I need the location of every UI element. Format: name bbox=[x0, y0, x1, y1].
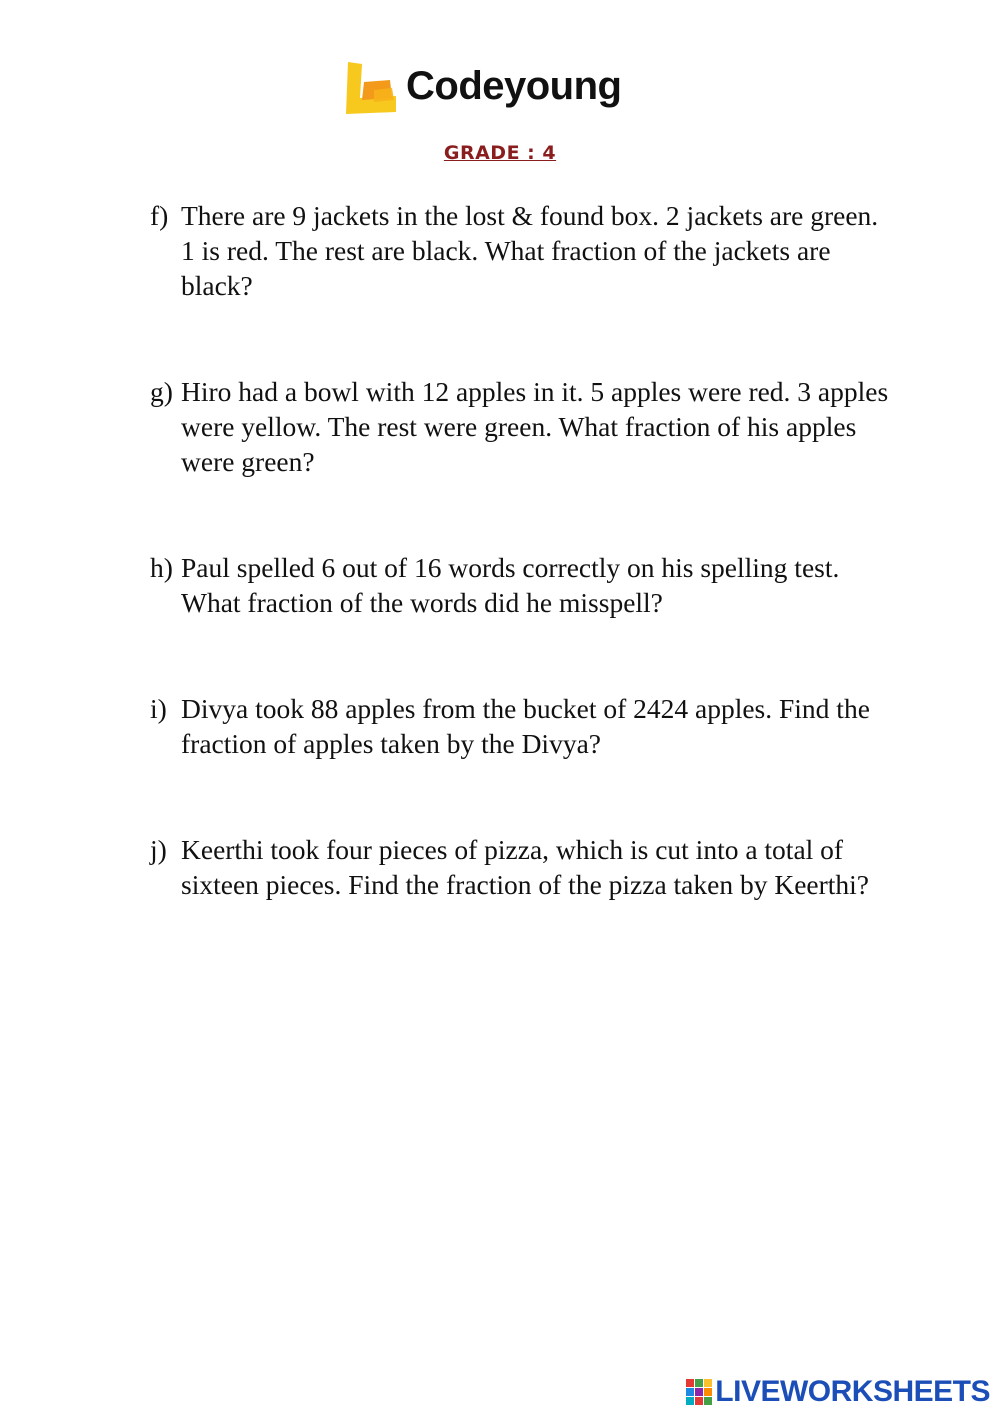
liveworksheets-footer bbox=[685, 1374, 990, 1410]
question-text: Hiro had a bowl with 12 apples in it. 5 apples were red. 3 apples were yellow. The rest were green. What fraction of his apples were green? bbox=[181, 376, 889, 477]
question-item bbox=[150, 691, 890, 761]
question-text: There are 9 jackets in the lost & found box. 2 jackets are green. 1 is red. The rest are black. What fraction of the jackets are black? bbox=[181, 200, 879, 301]
question-label: g) bbox=[150, 376, 173, 407]
question-label: f) bbox=[150, 200, 169, 231]
question-label: j) bbox=[150, 834, 167, 865]
brand-name: Codeyoung bbox=[406, 64, 622, 108]
question-item bbox=[150, 374, 890, 479]
codeyoung-logo-icon bbox=[344, 60, 400, 116]
question-label: i) bbox=[150, 693, 167, 724]
question-text: Paul spelled 6 out of 16 words correctly on his spelling test. What fraction of the words did he misspell? bbox=[181, 552, 840, 618]
liveworksheets-brand: LIVEWORKSHEETS bbox=[715, 1375, 990, 1408]
grade-heading: GRADE : 4 bbox=[443, 142, 557, 164]
question-item bbox=[150, 198, 890, 303]
codeyoung-logo bbox=[344, 60, 664, 124]
question-text: Divya took 88 apples from the bucket of 2424 apples. Find the fraction of apples taken by the Divya? bbox=[181, 693, 870, 759]
liveworksheets-logo-icon bbox=[685, 1378, 713, 1406]
question-text: Keerthi took four pieces of pizza, which is cut into a total of sixteen pieces. Find the fraction of the pizza taken by Keerthi? bbox=[181, 834, 869, 900]
question-item bbox=[150, 832, 890, 902]
question-label: h) bbox=[150, 552, 173, 583]
question-item bbox=[150, 550, 890, 620]
